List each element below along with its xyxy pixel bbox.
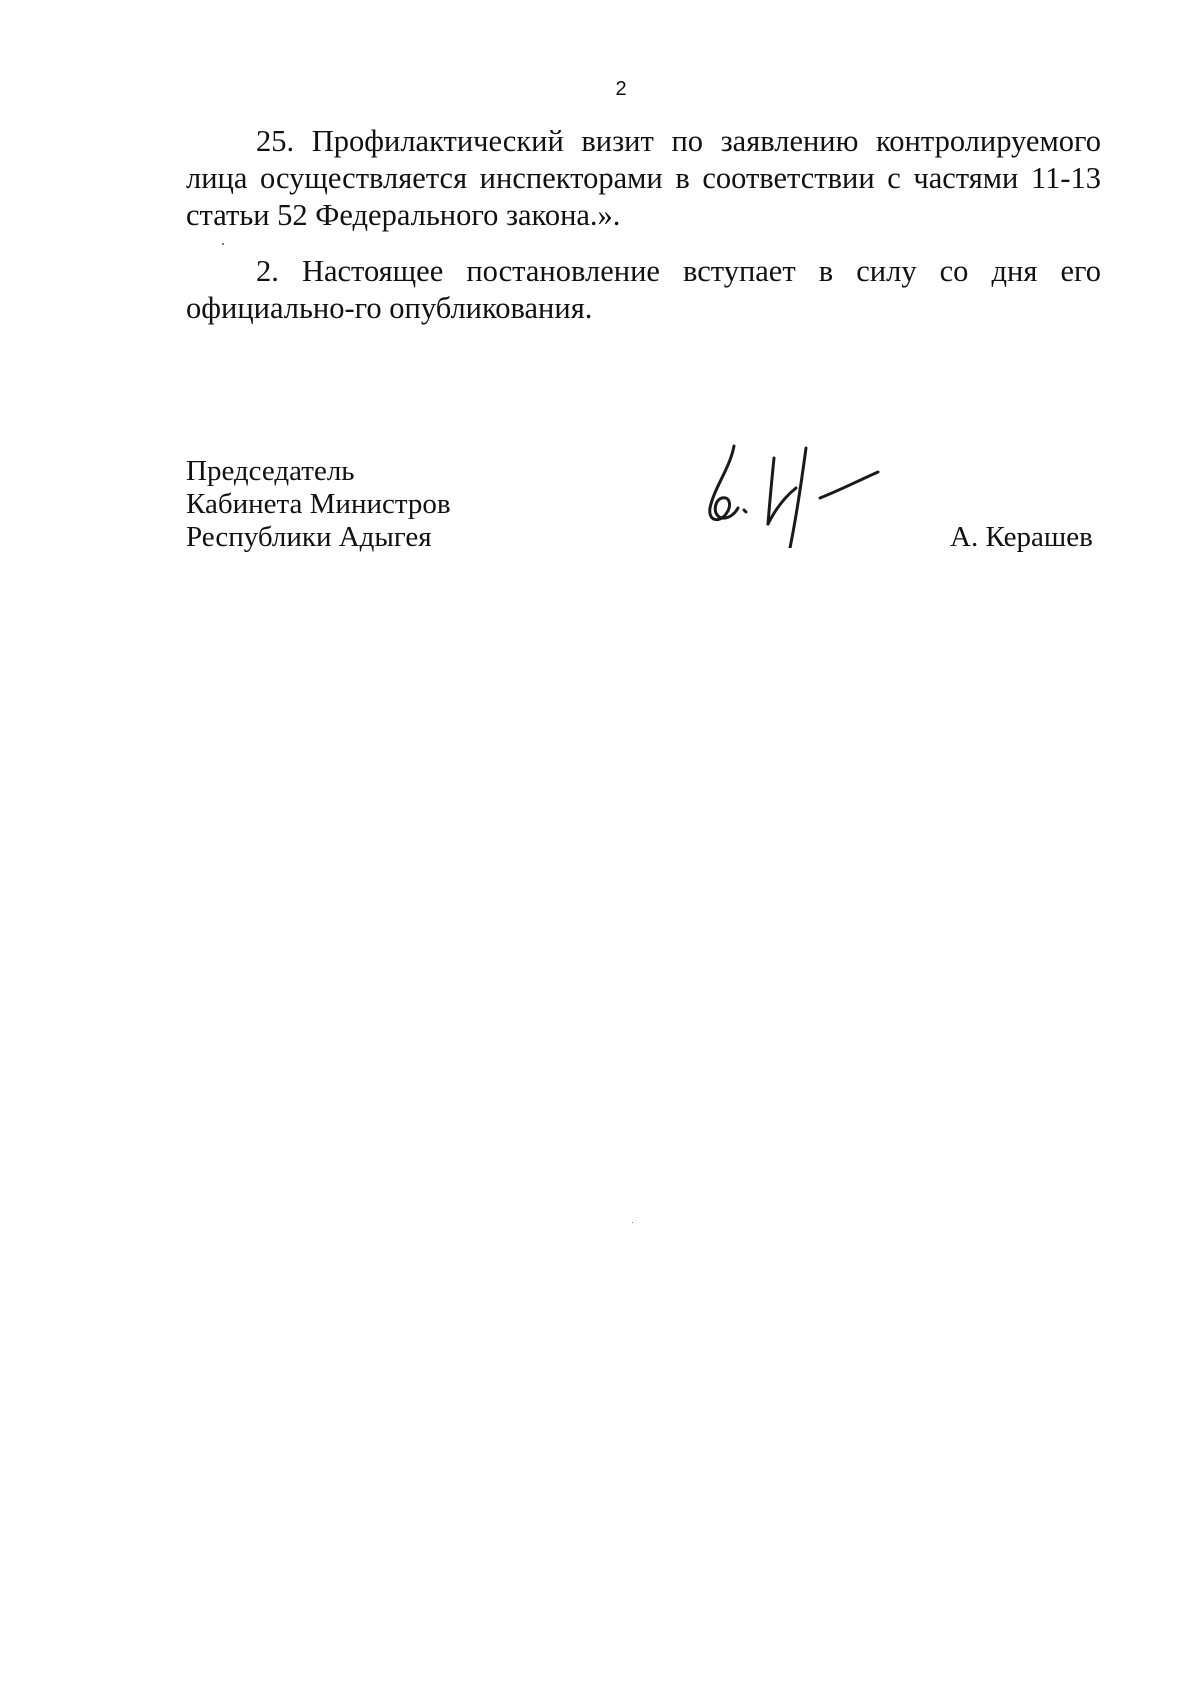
scan-speck (632, 1222, 633, 1223)
signatory-title (186, 455, 451, 554)
handwritten-signature (700, 438, 890, 548)
signatory-title-line-3: Республики Адыгея (186, 521, 432, 553)
signatory-title-line-2: Кабинета Министров (186, 488, 451, 520)
signatory-title-line-1: Председатель (186, 455, 355, 487)
paragraph-25: 25. Профилактический визит по заявлению контролируемого лица осуществляется инспекторами в соответствии с частями 11-13 статьи 52 Федерального закона.». (186, 124, 1101, 232)
paragraph-2: 2. Настоящее постановление вступает в силу со дня его официально-го опубликования. (186, 254, 1101, 325)
page-number: 2 (615, 78, 627, 100)
scan-speck (222, 243, 224, 245)
signatory-name: А. Керашев (950, 521, 1093, 553)
